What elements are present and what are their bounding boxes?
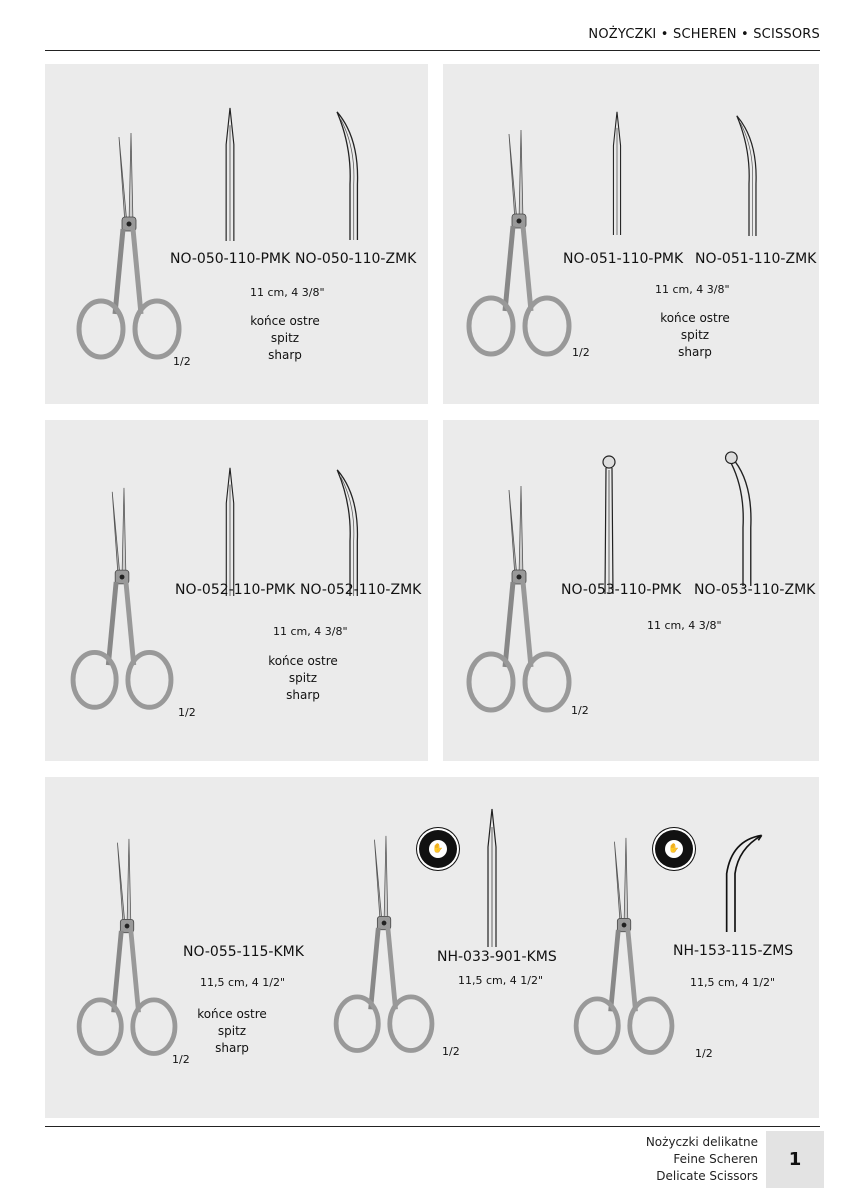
scale-label: 1/2 (178, 706, 196, 719)
scale-label: 1/2 (172, 1053, 190, 1066)
product-panel-5 (45, 777, 819, 1118)
footer-rule (45, 1126, 820, 1127)
curved-tip-icon (710, 832, 770, 932)
scale-label: 1/2 (442, 1045, 460, 1058)
scissors-icon (330, 832, 440, 1062)
product-panel-3 (45, 420, 428, 761)
product-code: NH-153-115-ZMS (673, 943, 794, 959)
tip-description: końce ostre spitz sharp (197, 1007, 267, 1055)
tip-description: końce ostre spitz sharp (250, 314, 320, 362)
new-badge-icon: ✋ (655, 830, 693, 868)
scissors-icon (570, 834, 680, 1064)
product-panel-4 (443, 420, 819, 761)
scissors-icon (465, 482, 575, 722)
straight-tip-icon (220, 106, 240, 241)
product-code: NO-055-115-KMK (183, 944, 304, 960)
product-code: NH-033-901-KMS (437, 949, 557, 965)
curved-tip-icon (729, 114, 769, 236)
size-label: 11 cm, 4 3/8" (273, 625, 348, 638)
product-code-curved: NO-051-110-ZMK (695, 251, 817, 267)
scissors-icon (73, 835, 183, 1065)
size-label: 11 cm, 4 3/8" (250, 286, 325, 299)
tip-description: końce ostre spitz sharp (268, 654, 338, 702)
new-badge-icon: ✋ (419, 830, 457, 868)
curved-tip-icon (723, 450, 763, 586)
straight-tip-icon (482, 807, 502, 947)
product-code-straight: NO-050-110-PMK (170, 251, 291, 267)
scale-label: 1/2 (695, 1047, 713, 1060)
tip-description: końce ostre spitz sharp (660, 311, 730, 359)
curved-tip-icon (330, 110, 370, 240)
product-panel-2 (443, 64, 819, 404)
straight-tip-icon (607, 110, 627, 235)
curved-tip-icon (330, 468, 370, 596)
product-code-straight: NO-051-110-PMK (563, 251, 684, 267)
product-code-curved: NO-053-110-ZMK (694, 582, 816, 598)
scissors-icon (75, 129, 185, 369)
size-label: 11,5 cm, 4 1/2" (200, 976, 286, 989)
product-code-straight: NO-052-110-PMK (175, 582, 296, 598)
header-rule (45, 50, 820, 51)
scale-label: 1/2 (571, 704, 589, 717)
product-code-curved: NO-050-110-ZMK (295, 251, 417, 267)
scale-label: 1/2 (572, 346, 590, 359)
size-label: 11,5 cm, 4 1/2" (690, 976, 776, 989)
size-label: 11 cm, 4 3/8" (647, 619, 722, 632)
footer-caption: Nożyczki delikatne Feine Scheren Delicate Scissors (645, 1135, 758, 1183)
size-label: 11 cm, 4 3/8" (655, 283, 730, 296)
page-number: 1 (766, 1131, 824, 1188)
page-header-title: NOŻYCZKI • SCHEREN • SCISSORS (588, 27, 820, 42)
product-panel-1 (45, 64, 428, 404)
scissors-icon (465, 126, 575, 366)
product-code-curved: NO-052-110-ZMK (300, 582, 422, 598)
scissors-icon (63, 484, 183, 719)
straight-tip-icon (599, 454, 619, 594)
scale-label: 1/2 (173, 355, 191, 368)
product-code-straight: NO-053-110-PMK (561, 582, 682, 598)
size-label: 11,5 cm, 4 1/2" (458, 974, 544, 987)
straight-tip-icon (220, 466, 240, 596)
